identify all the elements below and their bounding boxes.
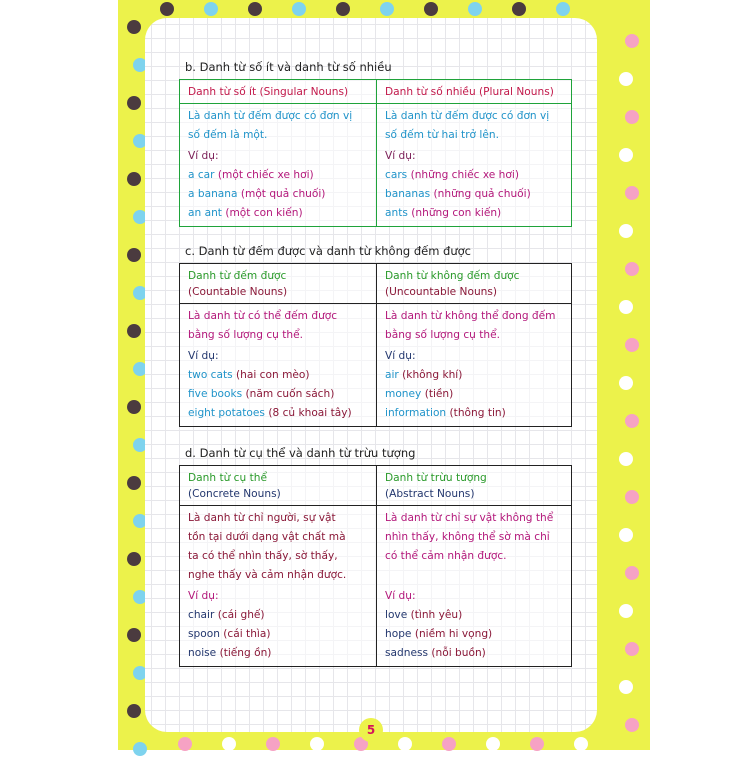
example-label: Ví dụ:	[385, 350, 416, 362]
example-row	[188, 644, 368, 663]
polka-dot	[625, 186, 639, 200]
singular-plural-table	[179, 79, 572, 227]
example-word: bananas	[385, 188, 431, 200]
example-meaning: (một chiếc xe hơi)	[217, 169, 314, 181]
example-label: Ví dụ:	[188, 590, 219, 602]
polka-dot	[248, 2, 262, 16]
polka-dot	[512, 2, 526, 16]
polka-dot	[625, 110, 639, 124]
definition-line: Là danh từ có thể đếm được	[188, 310, 338, 322]
example-row	[188, 625, 368, 644]
example-row	[385, 625, 563, 644]
polka-dot	[625, 490, 639, 504]
polka-dot	[556, 2, 570, 16]
example-meaning: (tiền)	[424, 388, 454, 400]
definition-line: tồn tại dưới dạng vật chất mà	[188, 531, 346, 543]
example-row	[188, 366, 368, 385]
definition-line: số đếm từ hai trở lên.	[385, 129, 499, 141]
example-meaning: (niềm hi vọng)	[414, 628, 493, 640]
plural-header: Danh từ số nhiều (Plural Nouns)	[377, 80, 572, 104]
concrete-header	[180, 466, 377, 506]
section-b-title: b. Danh từ số ít và danh từ số nhiều	[185, 60, 392, 74]
polka-dot	[625, 338, 639, 352]
example-meaning: (tình yêu)	[410, 609, 463, 621]
polka-dot	[619, 680, 633, 694]
page-number	[145, 718, 597, 742]
uncountable-body	[377, 304, 572, 427]
plural-body	[377, 104, 572, 227]
example-label: Ví dụ:	[188, 150, 219, 162]
definition-line: bằng số lượng cụ thể.	[385, 329, 500, 341]
example-word: ants	[385, 207, 408, 219]
concrete-abstract-table	[179, 465, 572, 667]
polka-dot	[619, 300, 633, 314]
worksheet-page	[145, 18, 597, 732]
example-word: hope	[385, 628, 412, 640]
countable-header	[180, 264, 377, 304]
definition-line: nghe thấy và cảm nhận được.	[188, 569, 347, 581]
definition-line: Là danh từ đếm được có đơn vị	[188, 110, 353, 122]
example-meaning: (thông tin)	[449, 407, 506, 419]
example-meaning: (cái thìa)	[223, 628, 271, 640]
abstract-header	[377, 466, 572, 506]
example-meaning: (một quả chuối)	[240, 188, 326, 200]
concrete-body	[180, 506, 377, 667]
definition-line: ta có thể nhìn thấy, sờ thấy,	[188, 550, 338, 562]
polka-dot	[625, 34, 639, 48]
header-english: (Abstract Nouns)	[385, 488, 475, 500]
example-row	[385, 404, 563, 423]
example-meaning: (hai con mèo)	[236, 369, 310, 381]
example-word: five books	[188, 388, 243, 400]
polka-dot	[292, 2, 306, 16]
polka-dot	[204, 2, 218, 16]
example-word: a banana	[188, 188, 238, 200]
section-c-title: c. Danh từ đếm được và danh từ không đếm được	[185, 244, 472, 258]
example-label: Ví dụ:	[188, 350, 219, 362]
header-english: (Countable Nouns)	[188, 286, 288, 298]
example-word: two cats	[188, 369, 233, 381]
example-meaning: (năm cuốn sách)	[245, 388, 335, 400]
polka-dot	[625, 414, 639, 428]
definition-line: Là danh từ chỉ người, sự vật	[188, 512, 336, 524]
polka-dot	[336, 2, 350, 16]
example-row	[188, 606, 368, 625]
polka-dot	[619, 604, 633, 618]
polka-dot	[625, 262, 639, 276]
example-word: eight potatoes	[188, 407, 265, 419]
example-word: sadness	[385, 647, 429, 659]
example-meaning: (tiếng ồn)	[219, 647, 272, 659]
example-row	[385, 204, 563, 223]
example-row	[385, 385, 563, 404]
polka-dot	[619, 528, 633, 542]
example-word: cars	[385, 169, 408, 181]
polka-dot	[625, 642, 639, 656]
example-meaning: (không khí)	[402, 369, 463, 381]
example-meaning: (cái ghế)	[217, 609, 265, 621]
polka-dot	[625, 718, 639, 732]
header-title: Danh từ không đếm được	[385, 270, 520, 282]
definition-line: nhìn thấy, không thể sờ mà chỉ	[385, 531, 550, 543]
polka-dot	[424, 2, 438, 16]
example-label: Ví dụ:	[385, 150, 416, 162]
example-row	[188, 204, 368, 223]
polka-dot	[619, 148, 633, 162]
example-row	[385, 166, 563, 185]
example-meaning: (8 củ khoai tây)	[268, 407, 352, 419]
definition-line: Là danh từ không thể đong đếm	[385, 310, 556, 322]
example-word: an ant	[188, 207, 222, 219]
polka-dot	[619, 756, 633, 770]
example-word: air	[385, 369, 399, 381]
definition-line: số đếm là một.	[188, 129, 268, 141]
example-row	[385, 644, 563, 663]
example-row	[385, 606, 563, 625]
header-title: Danh từ đếm được	[188, 270, 287, 282]
uncountable-header	[377, 264, 572, 304]
example-word: noise	[188, 647, 217, 659]
example-meaning: (một con kiến)	[225, 207, 303, 219]
polka-dot	[619, 72, 633, 86]
countable-body	[180, 304, 377, 427]
definition-line: bằng số lượng cụ thể.	[188, 329, 303, 341]
singular-header: Danh từ số ít (Singular Nouns)	[180, 80, 377, 104]
polka-dot	[619, 452, 633, 466]
polka-dot	[380, 2, 394, 16]
example-word: money	[385, 388, 422, 400]
example-row	[188, 185, 368, 204]
example-word: information	[385, 407, 447, 419]
example-meaning: (nỗi buồn)	[431, 647, 486, 659]
example-row	[188, 385, 368, 404]
header-english: (Concrete Nouns)	[188, 488, 281, 500]
example-row	[188, 166, 368, 185]
polka-dot	[468, 2, 482, 16]
example-meaning: (những quả chuối)	[433, 188, 531, 200]
example-row	[385, 366, 563, 385]
example-word: love	[385, 609, 408, 621]
polka-dot	[619, 376, 633, 390]
definition-line: Là danh từ đếm được có đơn vị	[385, 110, 550, 122]
example-meaning: (những con kiến)	[411, 207, 502, 219]
polka-dot	[625, 566, 639, 580]
header-english: (Uncountable Nouns)	[385, 286, 498, 298]
example-word: a car	[188, 169, 215, 181]
countable-uncountable-table	[179, 263, 572, 427]
definition-line: Là danh từ chỉ sự vật không thể	[385, 512, 554, 524]
header-title: Danh từ cụ thể	[188, 472, 267, 484]
page-number-label: 5	[359, 718, 383, 742]
singular-body	[180, 104, 377, 227]
example-word: chair	[188, 609, 215, 621]
polka-dot	[160, 2, 174, 16]
example-row	[188, 404, 368, 423]
polka-dot	[619, 224, 633, 238]
example-row	[385, 185, 563, 204]
polka-dot	[133, 742, 147, 756]
definition-line: có thể cảm nhận được.	[385, 550, 507, 562]
example-label: Ví dụ:	[385, 590, 416, 602]
spacer	[385, 566, 563, 585]
example-meaning: (những chiếc xe hơi)	[410, 169, 519, 181]
section-d-title: d. Danh từ cụ thể và danh từ trừu tượng	[185, 446, 416, 460]
example-word: spoon	[188, 628, 220, 640]
header-title: Danh từ trừu tượng	[385, 472, 487, 484]
abstract-body	[377, 506, 572, 667]
